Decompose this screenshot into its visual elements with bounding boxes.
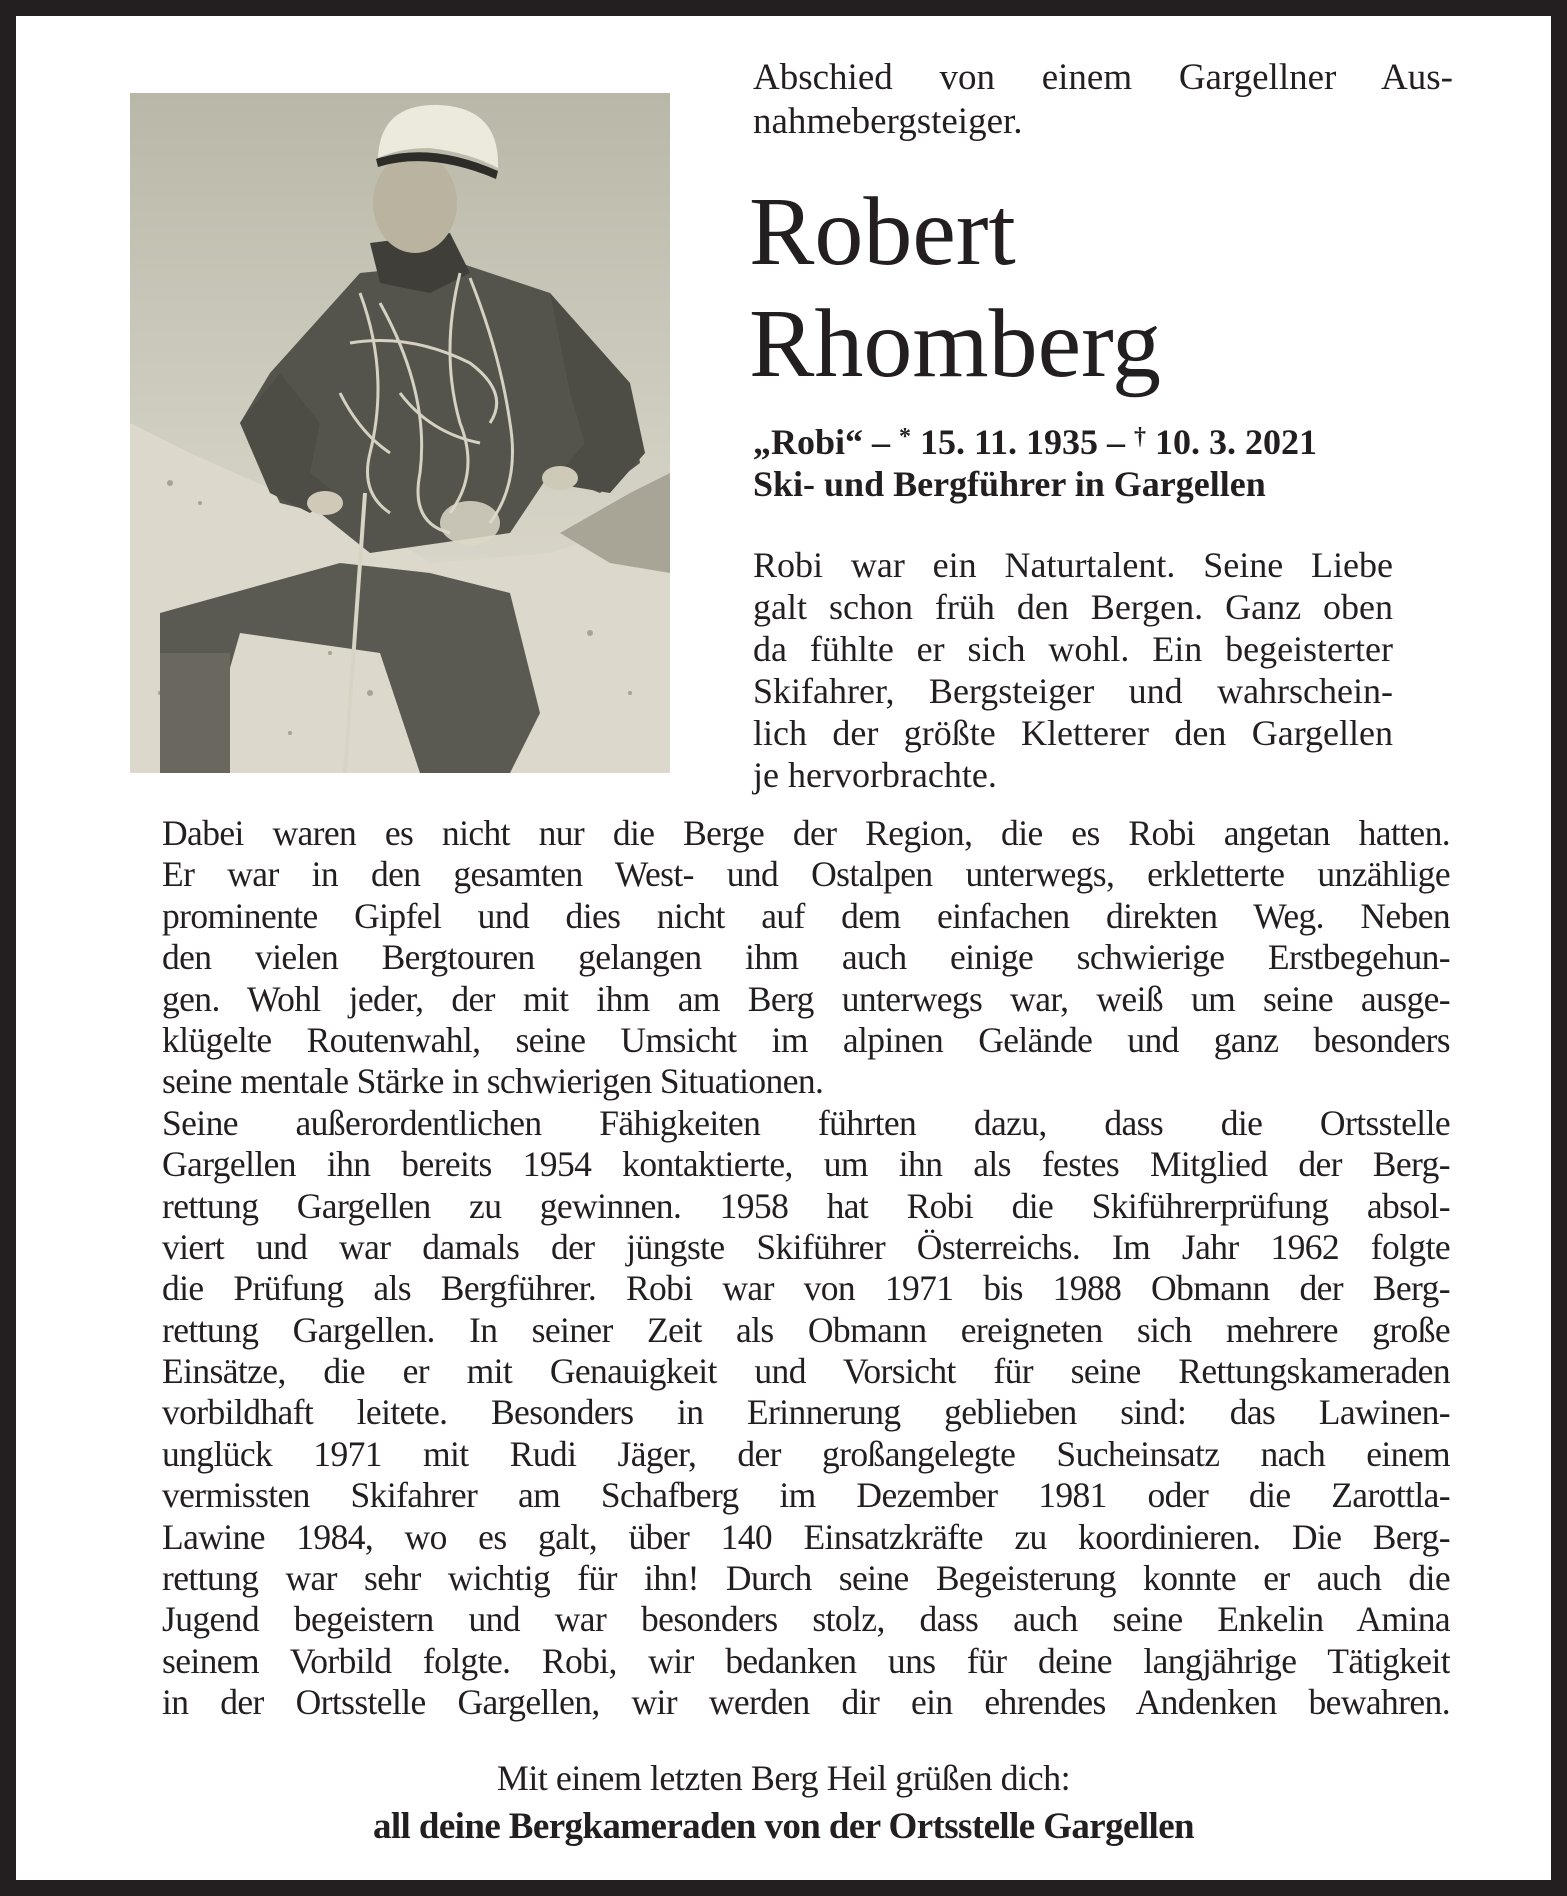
body-line: rettung war sehr wichtig für ihn! Durch seine Begeisterung konnte er auch die xyxy=(162,1558,1450,1599)
body-line: gen. Wohl jeder, der mit ihm am Berg unterwegs war, weiß um seine ausge- xyxy=(162,978,1450,1019)
lead-paragraph xyxy=(753,544,1393,796)
body-line: den vielen Bergtouren gelangen ihm auch einige schwierige Erstbegehun- xyxy=(162,937,1450,978)
body-line: rettung Gargellen zu gewinnen. 1958 hat Robi die Skiführerprüfung absol- xyxy=(162,1185,1450,1226)
body-line: viert und war damals der jüngste Skiführer Österreichs. Im Jahr 1962 folgte xyxy=(162,1226,1450,1267)
closing-signature: all deine Bergkameraden von der Ortsstelle Gargellen xyxy=(372,1806,1195,1847)
body-line: rettung Gargellen. In seiner Zeit als Obmann ereigneten sich mehrere große xyxy=(162,1309,1450,1350)
body-line: prominente Gipfel und dies nicht auf dem einfachen direkten Weg. Neben xyxy=(162,895,1450,936)
body-line: seine mentale Stärke in schwierigen Situationen. xyxy=(162,1061,824,1102)
first-name: Robert xyxy=(749,178,1016,286)
body-line: Lawine 1984, wo es galt, über 140 Einsatzkräfte zu koordinieren. Die Berg- xyxy=(162,1516,1450,1557)
separator: – xyxy=(1098,422,1135,462)
body-line: vorbildhaft leitete. Besonders in Erinnerung geblieben sind: das Lawinen- xyxy=(162,1392,1450,1433)
closing-block xyxy=(32,1756,1535,1852)
lead-line: galt schon früh den Bergen. Ganz oben xyxy=(753,587,1393,627)
role: Ski- und Bergführer in Gargellen xyxy=(753,464,1266,504)
body-line: die Prüfung als Bergführer. Robi war von 1971 bis 1988 Obmann der Berg- xyxy=(162,1268,1450,1309)
body-line: in der Ortsstelle Gargellen, wir werden dir ein ehrendes Andenken bewahren. xyxy=(162,1682,1450,1723)
body-line: Dabei waren es nicht nur die Berge der Region, die es Robi angetan hatten. xyxy=(162,813,1450,853)
lead-line: da fühlte er sich wohl. Ein begeisterter xyxy=(753,629,1393,669)
body-line: Er war in den gesamten West- und Ostalpen unterwegs, erkletterte unzählige xyxy=(162,854,1450,895)
body-line: klügelte Routenwahl, seine Umsicht im alpinen Gelände und ganz besonders xyxy=(162,1019,1450,1060)
closing-greeting: Mit einem letzten Berg Heil grüßen dich: xyxy=(496,1758,1071,1798)
lead-line: lich der größte Kletterer den Gargellen xyxy=(753,713,1393,753)
life-dates-block xyxy=(753,421,1453,505)
body-line: vermissten Skifahrer am Schafberg im Dezember 1981 oder die Zarottla- xyxy=(162,1475,1450,1516)
death-date: 10. 3. 2021 xyxy=(1146,422,1318,462)
nickname: „Robi“ xyxy=(753,422,864,462)
body-line: Einsätze, die er mit Genauigkeit und Vorsicht für seine Rettungskameraden xyxy=(162,1351,1450,1392)
separator: – xyxy=(863,422,900,462)
lead-line: je hervorbrachte. xyxy=(753,755,997,795)
body-line: unglück 1971 mit Rudi Jäger, der großangelegte Sucheinsatz nach einem xyxy=(162,1433,1450,1474)
body-line: Gargellen ihn bereits 1954 kontaktierte, um ihn als festes Mitglied der Berg- xyxy=(162,1144,1450,1185)
birth-star-icon: * xyxy=(899,424,912,450)
body-line: Seine außerordentlichen Fähigkeiten führten dazu, dass die Ortsstelle xyxy=(162,1102,1450,1143)
obituary-page xyxy=(16,16,1551,1880)
lead-line: Robi war ein Naturtalent. Seine Liebe xyxy=(753,545,1393,585)
body-text xyxy=(162,813,1450,1724)
life-dates xyxy=(753,421,1453,463)
body-line: seinem Vorbild folgte. Robi, wir bedanken uns für deine langjährige Tätigkeit xyxy=(162,1640,1450,1681)
deceased-name xyxy=(749,176,1449,400)
climber-portrait-image xyxy=(130,93,670,773)
lead-line: Skifahrer, Bergsteiger und wahrschein- xyxy=(753,671,1393,711)
intro-line: nahmebergsteiger. xyxy=(753,101,1023,142)
body-line: Jugend begeistern und war besonders stolz, dass auch seine Enkelin Amina xyxy=(162,1599,1450,1640)
birth-date: 15. 11. 1935 xyxy=(911,422,1099,462)
intro-line: Abschied von einem Gargellner Aus- xyxy=(753,57,1453,98)
portrait-photo xyxy=(130,93,670,773)
death-cross-icon: † xyxy=(1134,424,1147,450)
last-name: Rhomberg xyxy=(749,290,1161,398)
intro-text xyxy=(753,56,1453,144)
